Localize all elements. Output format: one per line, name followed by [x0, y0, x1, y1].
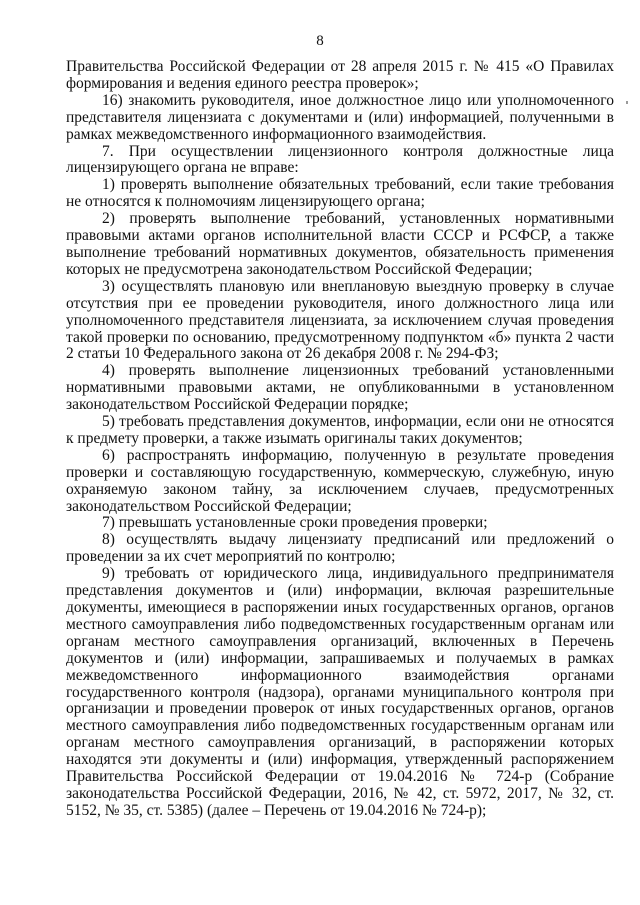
page-number: 8 [316, 33, 324, 49]
document-body [66, 59, 614, 820]
paragraph-item-16: 16) знакомить руководителя, иное должностное лицо или уполномоченного представителя лицензиата с документами и (или) информацией, полученными в рамках межведомственного информационного взаимодействия. [66, 91, 614, 143]
paragraph-clause-7: 7. При осуществлении лицензионного контроля должностные лица лицензирующего органа не вправе: [66, 142, 614, 177]
paragraph-item-6: 6) распространять информацию, полученную в результате проведения проверки и составляющую государственную, коммерческую, служебную, иную охраняемую законом тайну, за исключением случаев, предусмотренных законодательством Российской Федерации; [66, 446, 614, 515]
paragraph-item-5: 5) требовать представления документов, информации, если они не относятся к предмету проверки, а также изымать оригиналы таких документов; [66, 413, 614, 447]
paragraph-item-1: 1) проверять выполнение обязательных требований, если такие требования не относятся к полномочиям лицензирующего органа; [66, 176, 614, 211]
paragraph-item-8: 8) осуществлять выдачу лицензиату предписаний или предложений о проведении за их счет мероприятий по контролю; [66, 531, 614, 566]
paragraph-continuation: Правительства Российской Федерации от 28 апреля 2015 г. № 415 «О Правилах формирования и ведения единого реестра проверок»; [66, 58, 614, 92]
scan-speck [626, 101, 628, 104]
paragraph-item-9: 9) требовать от юридического лица, индивидуального предпринимателя представления документов и (или) информации, включая разрешительные документы, имеющиеся в распоряжении иных государственных органов, органов местного самоуправления либо подведомственных государственным органам или органам местного самоуправления организаций, включенных в Перечень документов и (или) информации, запрашиваемых и получаемых в рамках межведомственного информационного взаимодействия органами государственного контроля (надзора), органами муниципального контроля при организации и проведении проверок от иных государственных органов, органов местного самоуправления либо подведомственных государственным органам или органам местного самоуправления организаций, в распоряжении которых находятся эти документы и (или) информация, утвержденный распоряжением Правительства Российской Федерации от 19.04.2016 № 724-р (Собрание законодательства Российской Федерации, 2016, № 42, ст. 5972, 2017, № 32, ст. 5152, № 35, ст. 5385) (далее – Перечень от 19.04.2016 № 724-р); [66, 565, 614, 819]
paragraph-item-3: 3) осуществлять плановую или внеплановую выездную проверку в случае отсутствия при ее проведении руководителя, иного должностного лица или уполномоченного представителя лицензиата, за исключением случая проведения такой проверки по основанию, предусмотренному подпунктом «б» пункта 2 части 2 статьи 10 Федерального закона от 26 декабря 2008 г. № 294-ФЗ; [66, 277, 614, 363]
paragraph-item-7: 7) превышать установленные сроки проведения проверки; [102, 514, 488, 532]
paragraph-item-2: 2) проверять выполнение требований, установленных нормативными правовыми актами органов исполнительной власти СССР и РСФСР, а также выполнение требований нормативных документов, обязательность применения которых не предусмотрена законодательством Российской Федерации; [66, 210, 614, 278]
paragraph-item-4: 4) проверять выполнение лицензионных требований установленными нормативными правовыми актами, не опубликованными в установленном законодательством Российской Федерации порядке; [66, 362, 614, 414]
